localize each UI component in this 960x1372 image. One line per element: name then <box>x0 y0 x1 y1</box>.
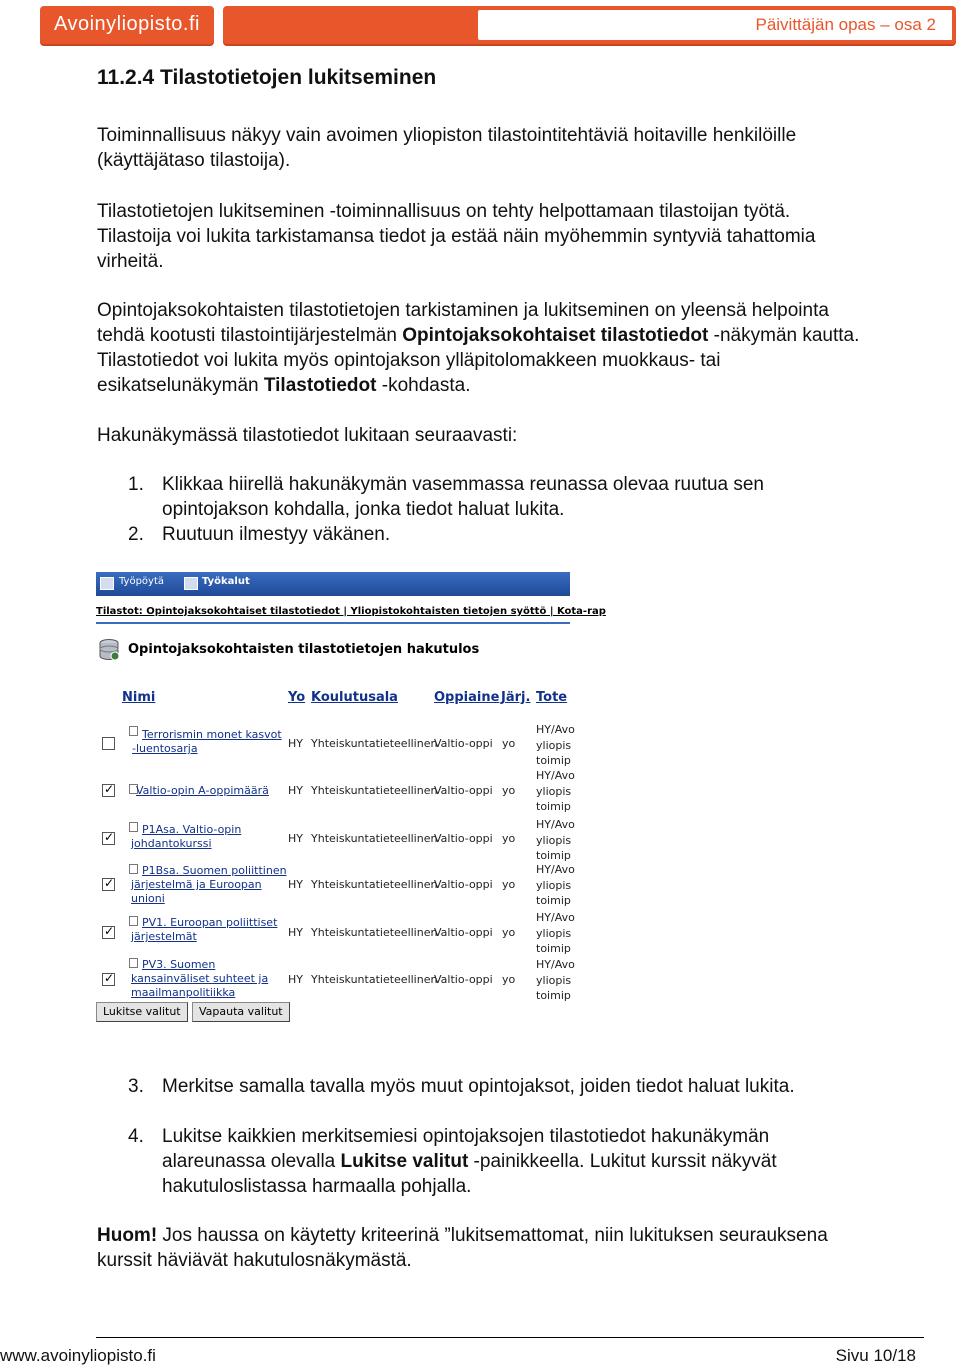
header-bar <box>223 6 956 44</box>
button-name-bold: Lukitse valitut <box>340 1151 469 1172</box>
lock-selected-button[interactable]: Lukitse valitut <box>96 1002 188 1022</box>
row-checkbox[interactable] <box>102 737 115 750</box>
row-checkbox[interactable] <box>102 832 115 845</box>
row-checkbox[interactable] <box>102 926 115 939</box>
column-header-field[interactable]: Koulutusala <box>311 690 398 705</box>
course-name-link[interactable]: Terrorismin monet kasvot -luentosarja <box>132 728 282 755</box>
paragraph-1: Toiminnallisuus näkyy vain avoimen yliopiston tilastointitehtäviä hoitaville henkilöille (käyttäjätaso tilastoija). <box>97 125 797 171</box>
course-name-link[interactable]: Valtio-opin A-oppimäärä <box>136 784 269 797</box>
row-checkbox[interactable] <box>102 784 115 797</box>
toolbar-item-tools[interactable]: Työkalut <box>202 576 250 587</box>
unlock-selected-button[interactable]: Vapauta valitut <box>192 1002 290 1022</box>
database-icon <box>98 638 120 662</box>
breadcrumb[interactable]: Tilastot: Opintojaksokohtaiset tilastotiedot | Yliopistokohtaisten tietojen syöttö | Kota-rap <box>96 606 606 617</box>
toolbar-item-desktop[interactable]: Työpöytä <box>119 576 165 587</box>
logo-text: Avoinyliopisto.fi <box>54 13 200 35</box>
view-name-bold: Opintojaksokohtaiset tilastotiedot <box>402 325 709 346</box>
embedded-screenshot: Työpöytä Työkalut Tilastot: Opintojaksokohtaiset tilastotiedot | Yliopistokohtaisten tietojen syöttö | Kota-rap Opintojaksokohtaisten tilastotietojen hakutulos Nimi Yo Koulutusala Oppiaine Järj. Tote Terrorismin monet kasvot -luentosarja HY Yhteiskuntatieteellinen Valtio-oppi yo HY/Avo yliopis toimip ✓ Valtio-opin A-oppimäärä HY Yhteiskuntatieteellinen Valtio-oppi yo HY/Avo yliopis toimip ✓ P1Asa. Valtio-opin johdantokurssi HY Yhteiskuntatieteellinen Valtio-oppi yo HY/Avo yliopis toimip ✓ P1Bsa. Suomen poliittinen järjestelmä ja Euroopan unioni HY Yhteiskuntatieteellinen Valtio-oppi yo HY/Avo yliopis toimip ✓ PV1. Euroopan poliittiset järjestelmät HY Yhteiskuntatieteellinen Valtio-oppi yo HY/Avo yliopis toimip ✓ PV3. Suomen kansainväliset suhteet ja maailmanpolitiikka HY Yhteiskuntatieteellinen Valtio-oppi yo HY/Avo yliopis toimip Lukitse valitut Vapauta valitut <box>96 572 570 1024</box>
column-header-subject[interactable]: Oppiaine <box>434 690 500 705</box>
paragraph-4: Hakunäkymässä tilastotiedot lukitaan seuraavasti: <box>97 425 518 446</box>
row-checkbox[interactable] <box>102 973 115 986</box>
footer-url: www.avoinyliopisto.fi <box>0 1346 156 1365</box>
course-name-link[interactable]: PV3. Suomen kansainväliset suhteet ja maailmanpolitiikka <box>131 958 269 999</box>
section-heading: 11.2.4 Tilastotietojen lukitseminen <box>97 66 437 89</box>
course-name-link[interactable]: PV1. Euroopan poliittiset järjestelmät <box>131 916 278 943</box>
note-paragraph: Huom! Jos haussa on käytetty kriteerinä ”lukitsemattomat, niin lukituksen seurauksena kurssit häviävät hakutulosnäkymästä. <box>97 1225 828 1271</box>
logo <box>40 6 214 44</box>
note-label: Huom! <box>97 1225 158 1246</box>
step-2: 2. Ruutuun ilmestyy väkänen. <box>128 524 391 545</box>
course-name-link[interactable]: P1Asa. Valtio-opin johdantokurssi <box>131 823 242 850</box>
app-toolbar <box>96 572 570 596</box>
page-title: Opintojaksokohtaisten tilastotietojen hakutulos <box>128 642 480 657</box>
step-4: 4. Lukitse kaikkien merkitsemiesi opintojaksojen tilastotiedot hakunäkymän alareunassa olevalla Lukitse valitut -painikkeella. Lukitut kurssit näkyvät hakutuloslistassa harmaalla pohjalla. <box>128 1126 777 1197</box>
section-name-bold: Tilastotiedot <box>263 375 377 396</box>
paragraph-3: Opintojaksokohtaisten tilastotietojen tarkistaminen ja lukitseminen on yleensä helpointa tehdä kootusti tilastointijärjestelmän Opintojaksokohtaiset tilastotiedot -näkymän kautta. Tilastotiedot voi lukita myös opintojakson ylläpitolomakkeen muokkaus- tai esikatselunäkymän Tilastotiedot -kohdasta. <box>97 300 860 396</box>
header-title: Päivittäjän opas – osa 2 <box>755 15 936 34</box>
column-header-name[interactable]: Nimi <box>122 690 156 705</box>
footer-divider <box>96 1337 924 1338</box>
step-3: 3. Merkitse samalla tavalla myös muut opintojaksot, joiden tiedot haluat lukita. <box>128 1076 795 1097</box>
paragraph-2: Tilastotietojen lukitseminen -toiminnallisuus on tehty helpottamaan tilastoijan työtä. Tilastoija voi lukita tarkistamansa tiedot ja estää näin myöhemmin syntyviä tahattomia virheitä. <box>97 201 816 272</box>
footer-page-number: Sivu 10/18 <box>835 1346 916 1365</box>
tools-icon <box>184 577 198 590</box>
column-header-yo[interactable]: Yo <box>288 690 306 705</box>
divider <box>96 622 570 624</box>
step-1: 1. Klikkaa hiirellä hakunäkymän vasemmassa reunassa olevaa ruutua sen opintojakson kohdalla, jonka tiedot haluat lukita. <box>128 474 764 520</box>
row-checkbox[interactable] <box>102 878 115 891</box>
column-header-organizer[interactable]: Järj. <box>501 690 531 705</box>
column-header-tote[interactable]: Tote <box>536 690 568 705</box>
course-name-link[interactable]: P1Bsa. Suomen poliittinen järjestelmä ja Euroopan unioni <box>131 864 287 905</box>
desktop-icon <box>100 577 114 590</box>
